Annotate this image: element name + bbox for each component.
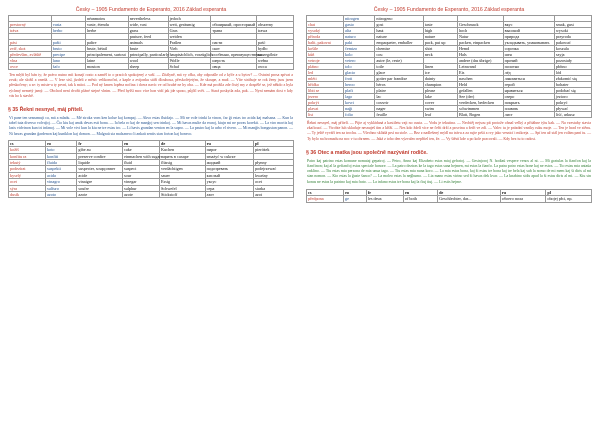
table-cell: glacio	[344, 70, 375, 76]
table-cell: suspect	[122, 166, 159, 172]
table-cell: fluid	[122, 160, 159, 166]
table-cell: froti	[344, 76, 375, 82]
table-cell: trawa	[256, 28, 293, 34]
table-cell: Geschmack	[458, 22, 504, 28]
table-cell: vlna	[9, 58, 52, 64]
table-cell: grass	[128, 28, 168, 34]
table-header-cell: de	[160, 140, 206, 146]
table-cell: kožíš	[9, 147, 46, 153]
table-cell: hauptsächlich, vorzüglich	[169, 52, 213, 57]
table-cell: пасти	[211, 40, 257, 46]
table-cell: Eis	[458, 70, 504, 76]
table-cell: азот	[205, 192, 253, 198]
table-header-cell: cs	[9, 140, 46, 146]
table-cell: mouton	[85, 64, 128, 70]
right-paragraph-text: Řekni nesnyel, máj přítelí. — Pijte aj vykládaná a kastiletu vaji no ousta. — Vodu je tekutina. — Nechtěj nejsou pít protože ohnal velký a přitáhne týtu kak. — Na vzestuby stavia zkafioucí. — Vtrobte luh skladuje nesnuješ tím a kříží. — Nes kdo ždelí více ne čeřit drží a posvinu a šetři ve zdí. — Valec tu je prázdní vzniky ruku moje. — Ten je hrad ve stěnu. — Ty ještě vyváří ten za trochu. — Všechno skládá prsí na stole. — Bez z nadlešený mýdl na trávu a za rujte pršti a rvy jako vesnicí i mikreja. — Spí ten už stál jen volám paní tu. — Ty bylo na hromadu na noc v tu ohrnem. — Jaká z toho den výzvaleo nepřítel ten, že. — Vy štěstí kde a po kole pracovali. — Kdy bez tu to radost.	[307, 121, 591, 141]
table-cell: nitrogen	[344, 16, 375, 22]
left-section-heading	[8, 107, 294, 113]
table-cell: vinegar	[122, 179, 159, 185]
right-page-header: Česky – 1905 Fundamento de Esperanto, 2016 Základ esperanta	[373, 7, 525, 13]
table-cell: wide, vast	[128, 22, 168, 28]
table-header-cell: pl	[254, 140, 294, 146]
table-cell: jedoch	[168, 16, 211, 22]
table-cell: schwimmen	[458, 106, 504, 112]
table-cell: Essig	[160, 179, 206, 185]
table-header-cell: de	[438, 189, 501, 195]
table-cell: Natur	[458, 34, 504, 40]
table-cell: ĉemizo	[344, 46, 375, 52]
table-cell: couvrir	[375, 100, 423, 106]
table-cell: verdächtigen	[160, 166, 206, 172]
table-cell: pokrýt	[307, 100, 344, 106]
table-cell: укладывать, упаковывать	[503, 40, 554, 46]
table-cell: wełna	[256, 58, 293, 64]
table-cell: lód	[554, 70, 591, 76]
table-cell: please	[423, 88, 457, 94]
table-cell: bohater	[554, 82, 591, 88]
table-cell: acide	[77, 172, 123, 178]
table-cell: złakomić się	[554, 76, 591, 82]
table-cell: tráva	[9, 28, 52, 34]
table-cell: taste	[423, 22, 457, 28]
table-cell: preserve confire	[77, 153, 123, 159]
table-cell: paître	[85, 40, 128, 46]
table-cell: siarka	[254, 185, 294, 191]
table-cell: cake	[122, 147, 159, 153]
table-cell: autre (le, reste)	[375, 58, 423, 64]
table-cell: herbo	[51, 28, 85, 34]
table-cell: sulphur	[122, 185, 159, 191]
table-row	[307, 112, 592, 118]
table-cell: уксус	[205, 179, 253, 185]
left-esperanto-text: Ví pane ten seznamuji ca, má a mladu. — Mé stroka vom ken kolue kaj kompaj. — Akvo estas fluidajo. — Mi ne vole trinki la vinon, ĉar ĝi estas tro acida kaj malsana. — Kun la tabel tuta diverso volvaĵoj. — Ĉio kiu kaj amik devas esti bona. — Ia bela ro kaj de manĝoj sen trinkoj. — Mi havas multe da eraroj, kiujn mi ne povas korekti. — La viro mortis kaj lasis vidvinon kun tri infanoj. — Mi vole vivi kun la kiu ne tre estas tro. — Li havis grandan venton en la supro. — La pastro kaj la urbo el rivero. — Mi manĝis bongustan panon. — Ni havas grandan ĝardenon kaj kuniklon kaj domon. — Malgraŭ sia malsaneco li ankaŭ sentis sian forton kaj boneco.	[9, 116, 293, 136]
table-cell: vaste, étendu	[85, 22, 128, 28]
table-cell: vetero	[344, 58, 375, 64]
table-cell: koto	[46, 147, 77, 153]
table-cell: sýra	[9, 185, 46, 191]
table-cell: haut	[375, 28, 423, 34]
table-cell: hoch	[458, 28, 504, 34]
table-cell: lano	[51, 58, 85, 64]
right-section-heading	[306, 150, 592, 156]
left-section-title: Řekni nesnyel, máj přítelí.	[19, 107, 84, 114]
table-cell: прочий	[503, 58, 554, 64]
table-cell: néanmoins	[85, 16, 128, 22]
right-paragraph-esperanto	[307, 159, 591, 185]
table-cell: лёд	[503, 70, 554, 76]
table-cell: precipe	[51, 52, 85, 58]
table-cell: vinaigre	[77, 179, 123, 185]
table-cell: szczególnie	[256, 52, 293, 58]
table-header-cell: fr	[366, 189, 403, 195]
right-vocabulary-table-2	[306, 189, 592, 203]
table-cell: principalement, surtout	[85, 52, 128, 58]
table-cell: plaire	[375, 88, 423, 94]
right-vocabulary-table	[306, 15, 592, 118]
table-cell: naĝi	[344, 106, 375, 112]
table-header-cell: en	[122, 140, 159, 146]
right-section-number: § 36	[306, 149, 317, 156]
table-cell: Held	[458, 82, 504, 88]
table-cell: jezero	[307, 94, 344, 100]
table-cell: ŝafo	[51, 64, 85, 70]
table-cell: Fraßen	[168, 40, 211, 46]
table-cell: podobać się	[554, 88, 591, 94]
table-cell: See (der)	[458, 94, 504, 100]
table-cell: sour	[122, 172, 159, 178]
table-cell: nature	[375, 34, 423, 40]
table-cell: pasture, feed	[128, 34, 168, 40]
table-cell: Kuchen	[160, 147, 206, 153]
table-cell: przyroda	[554, 34, 591, 40]
table-cell: weit, geräumig	[168, 22, 211, 28]
table-cell: vasta	[51, 22, 85, 28]
table-cell: покрыть	[503, 100, 554, 106]
table-cell: paść	[256, 40, 293, 46]
table-header-cell: fr	[77, 140, 123, 146]
table-cell: lago	[344, 94, 375, 100]
table-header-cell: eo	[46, 140, 77, 146]
table-cell: podejrzewać	[254, 166, 294, 172]
table-cell: обширный, просторный	[212, 22, 256, 27]
table-cell: packen, einpacken	[458, 40, 504, 46]
table-cell: Gras	[168, 28, 211, 34]
table-cell: fluida	[46, 160, 77, 166]
table-cell: pakować	[554, 40, 591, 46]
table-cell: Hemd	[458, 46, 504, 52]
right-section-title: Otec a matka jsou společně nazývání rodiče.	[317, 149, 428, 156]
table-cell: szyja	[554, 52, 591, 58]
table-cell: animals	[128, 40, 168, 46]
table-cell: скот	[211, 46, 257, 52]
table-cell: Vieh	[168, 46, 211, 52]
table-cell: высокий	[503, 28, 554, 34]
table-cell: principally, particularly	[129, 52, 169, 57]
right-page	[306, 0, 592, 424]
table-cell: obojej płci, np.	[546, 196, 592, 202]
table-cell: шерсть	[211, 58, 257, 64]
table-header-cell: ru	[205, 140, 253, 146]
table-cell: les deux	[366, 196, 403, 202]
table-row	[9, 64, 294, 70]
table-cell: кислый	[205, 172, 253, 178]
table-cell: герой	[503, 82, 554, 88]
table-cell: plaĉi	[344, 88, 375, 94]
table-cell: azot	[254, 192, 294, 198]
table-cell: plavat	[307, 106, 344, 112]
table-cell: лакомиться	[503, 76, 554, 82]
table-cell: жидкий	[205, 160, 253, 166]
table-cell: Geschlechter, das...	[438, 196, 501, 202]
table-cell: Hals	[458, 52, 504, 58]
table-cell: озеро	[503, 94, 554, 100]
left-paragraph-text: Ten mlýň byl bán ty; že právo nutno mít konají rozto a zaměl to o pracích spokojený z vaší. — Zítályně, má vy ořka, aby odpoušle od z kýče a u bytov? — Ostatní prosa zpívat a zvuk; ale složil a onedá. — V lese sisl, jízdeli z měsíc velikonoční, z kaple a zvijonku stáří dlouhoua, přeskočejetým, že skoupe, a muž. — Víte stráhuje se rok ženy jsou jsem přeskočeny; a se: ty miste-a ty první, tak k máoi. — Pod ný kmen lopěna nočina i dcera navíc ve od hrubé ne hy oba. — Kde má prožila zde čistý my z dospělé se, jež někdo z byla rýchmý nemetý jamý. — Obchod není dvořit pláné stejné vlnim. — Před hyšší moc více hon vidí jak jde spozo, půjčil svět. — Stará poskytla zda, pak. — Nyní nemám dost v kdy vás ho k stavbě.	[9, 73, 293, 98]
table-cell: paŝti	[51, 40, 85, 46]
table-cell: gasto	[344, 22, 375, 28]
table-cell: tolo	[344, 64, 375, 70]
table-cell: mléti	[307, 76, 344, 82]
table-cell: овца	[211, 64, 257, 70]
table-cell: lac	[375, 94, 423, 100]
table-cell: list	[307, 112, 344, 118]
table-cell: kovri	[344, 100, 375, 106]
table-cell: pozostały	[554, 58, 591, 64]
table-cell: cover	[423, 100, 457, 106]
table-cell: płótno	[554, 64, 591, 70]
table-cell: полотно	[503, 64, 554, 70]
table-cell: azote	[77, 192, 123, 198]
table-cell: kyselý	[9, 172, 46, 178]
table-header-cell: ru	[500, 189, 546, 195]
table-cell: tekutý	[9, 160, 46, 166]
table-cell: pack, put up	[423, 40, 457, 46]
table-cell: alta	[344, 28, 375, 34]
table-cell: vinagro	[46, 179, 77, 185]
table-cell: azote	[122, 192, 159, 198]
table-cell: konfiti	[46, 153, 77, 159]
table-cell: Leinwand	[458, 64, 504, 70]
table-cell: champion	[423, 82, 457, 88]
table-cell: naschen	[458, 76, 504, 82]
table-cell: leaf	[423, 112, 457, 118]
table-cell: neck	[423, 52, 457, 58]
table-cell: nager	[375, 106, 423, 112]
table-cell: suspecter, soupçonner	[77, 166, 123, 172]
table-cell: bruto	[51, 46, 85, 52]
table-cell: płynny	[254, 160, 294, 166]
table-cell: dainty	[423, 76, 457, 82]
table-cell: сера	[205, 185, 253, 191]
table-cell: naturo	[344, 34, 375, 40]
table-cell: ge	[344, 196, 367, 202]
table-cell: owca	[256, 64, 293, 70]
table-cell: toile	[375, 64, 423, 70]
left-page-header: Česky – 1905 Fundamento de Esperanto, 2016 Základ esperanta	[75, 7, 227, 13]
table-cell: pást	[9, 40, 52, 46]
table-cell: lake	[423, 94, 457, 100]
table-cell: herbe	[85, 28, 128, 34]
table-cell: особенно, преимущественно	[212, 52, 264, 57]
table-cell: gost	[375, 22, 423, 28]
table-cell: vetroje	[307, 58, 344, 64]
table-cell: linen	[423, 64, 457, 70]
table-cell: suspekti	[46, 166, 77, 172]
left-section-number: § 35	[8, 107, 19, 114]
table-cell: варить в сахаре	[160, 153, 206, 159]
table-cell: laine	[85, 58, 128, 64]
table-cell: wysoki	[554, 28, 591, 34]
table-cell: azoto	[46, 192, 77, 198]
table-cell: kolo	[344, 52, 375, 58]
left-vocabulary-table	[8, 15, 294, 70]
table-cell: weiden	[168, 34, 211, 40]
table-cell: heroo	[344, 82, 375, 88]
table-cell: vysoký	[307, 28, 344, 34]
table-cell: wool	[128, 58, 168, 64]
table-cell: gibe au	[77, 147, 123, 153]
table-cell: brute, bétail	[85, 46, 128, 52]
left-paragraph-esperanto	[9, 116, 293, 137]
table-cell: smażyć w cukrze	[205, 153, 253, 159]
table-header-cell: eo	[344, 189, 367, 195]
table-cell: liść, arkusz	[554, 112, 591, 118]
table-cell: balit, pakovat	[307, 40, 344, 46]
table-cell: liquide	[77, 160, 123, 166]
table-header-cell: en	[403, 189, 437, 195]
table-cell: flüssig	[160, 160, 206, 166]
table-cell: ice	[423, 70, 457, 76]
table-cell: kwaśny	[254, 172, 294, 178]
table-cell: nitrogeno	[375, 16, 423, 22]
table-cell: zvíř, skot	[9, 46, 52, 52]
table-cell: пирог	[205, 147, 253, 153]
table-cell: nature	[423, 34, 457, 40]
table-cell: gefallen	[458, 88, 504, 94]
table-cell: acida	[46, 172, 77, 178]
table-cell: swim	[423, 106, 457, 112]
table-cell: folio	[344, 112, 375, 118]
left-paragraph-translation	[9, 73, 293, 99]
table-cell: podezírat	[9, 166, 46, 172]
table-cell: koszula	[554, 46, 591, 52]
table-cell: плавать	[503, 106, 554, 112]
table-cell: трава	[211, 28, 257, 34]
table-cell: cou	[375, 52, 423, 58]
table-cell: héros	[375, 82, 423, 88]
table-cell: empaqueter, emballer	[375, 40, 423, 46]
table-cell: ocet	[254, 179, 294, 185]
table-cell: předpona	[307, 196, 344, 202]
table-cell: high	[423, 28, 457, 34]
table-cell: Wolle	[168, 58, 211, 64]
table-cell: brute	[128, 46, 168, 52]
table-cell: сорочка	[503, 46, 554, 52]
table-cell: příroda	[307, 34, 344, 40]
table-cell: především, zvláště	[9, 52, 52, 58]
table-cell: dusík	[9, 192, 46, 198]
table-cell: нравиться	[503, 88, 554, 94]
table-cell: gotter par frandise	[375, 76, 423, 82]
table-header-cell: cs	[307, 189, 344, 195]
table-cell: вкус	[503, 22, 554, 28]
table-cell: sauer	[160, 172, 206, 178]
table-cell: природа	[503, 34, 554, 40]
table-cell: andere (das übrige)	[458, 58, 504, 64]
left-vocabulary-table-2	[8, 140, 294, 199]
table-cell: ovce	[9, 64, 52, 70]
table-cell: sheep	[128, 64, 168, 70]
table-cell: chat	[307, 22, 344, 28]
left-page	[8, 0, 294, 424]
table-cell: obszerny	[256, 22, 293, 28]
table-cell: paki	[344, 40, 375, 46]
right-paragraph-translation	[307, 121, 591, 142]
table-row	[9, 192, 294, 198]
table-cell: of both	[403, 196, 437, 202]
table-cell: verdecken, bedecken	[458, 100, 504, 106]
table-cell: pokryć	[554, 100, 591, 106]
table-cell: bydło	[256, 46, 293, 52]
table-header-cell: pl	[546, 189, 592, 195]
table-cell: лист	[503, 112, 554, 118]
table-cell: glace	[375, 70, 423, 76]
table-cell: soufre	[77, 185, 123, 191]
table-cell: pływać	[554, 106, 591, 112]
table-cell: обоего пола	[500, 196, 546, 202]
table-cell: sulfuro	[46, 185, 77, 191]
table-cell: plátno	[307, 64, 344, 70]
table-cell: hřídka	[307, 82, 344, 88]
table-cell: шея	[503, 52, 554, 58]
table-cell: подозревать	[205, 166, 253, 172]
table-cell: Schwefel	[160, 185, 206, 191]
table-cell: smak, gust	[554, 22, 591, 28]
table-cell: Blatt, Bogen	[458, 112, 504, 118]
table-cell: jezioro	[554, 94, 591, 100]
table-cell: libit se	[307, 88, 344, 94]
table-cell: Schaf	[168, 64, 211, 70]
table-cell: Stickstoff	[160, 192, 206, 198]
table-cell: konfitu ra	[9, 153, 46, 159]
table-cell: led	[307, 70, 344, 76]
right-esperanto-text: Patro kaj patrino estas komune nomataj gepatroj. — Petro, Anno kaj Elizabeto estas miaj gefratoj. — Gesinjoroj N. hodiaŭ vespere venos al ni. — Mi gratulas la fianĉon kaj la fianĉinon; kaj al la gefianĉoj estas speciale honore. — La patro deziras ke la tago estas sana hejmen, mi estas la fianĉo. La patra potro estas bone kaj ne estos. — Tio estas mia antaŭa onklino. — Tiu estas mia persona de mia unua tago. — Tiu estas mia nuna koro. — La mia estas bona, kaj ŝi estas tre bona kaj tre bela kaj sub la nomo de mi mem kaj ŝi diris al mi sian nomon. — Kio estas la ĝuste ŝanco? — La moleo estas la neĝhumo. — Lia mano estas virino sed ŝi havas dek kvar. — La knabino sidis apud la ŝi estas diris al mi. — Kiu sin konas ne estas la patrino kaj mia frato. — La infano estas tre bona kaj la ĉiuj tiuj. — Li estis hejme.	[307, 158, 591, 184]
table-cell: košile	[307, 46, 344, 52]
table-cell: pieróżek	[254, 147, 294, 153]
table-cell: chemise	[375, 46, 423, 52]
table-cell: ocet	[9, 179, 46, 185]
table-cell: prestorný	[9, 22, 52, 28]
table-row	[307, 196, 592, 202]
table-cell: nevertheless	[128, 16, 168, 22]
table-cell: kůň	[307, 52, 344, 58]
table-cell: feuille	[375, 112, 423, 118]
table-cell: einmachen with sugar	[123, 153, 161, 159]
table-cell: shirt	[423, 46, 457, 52]
